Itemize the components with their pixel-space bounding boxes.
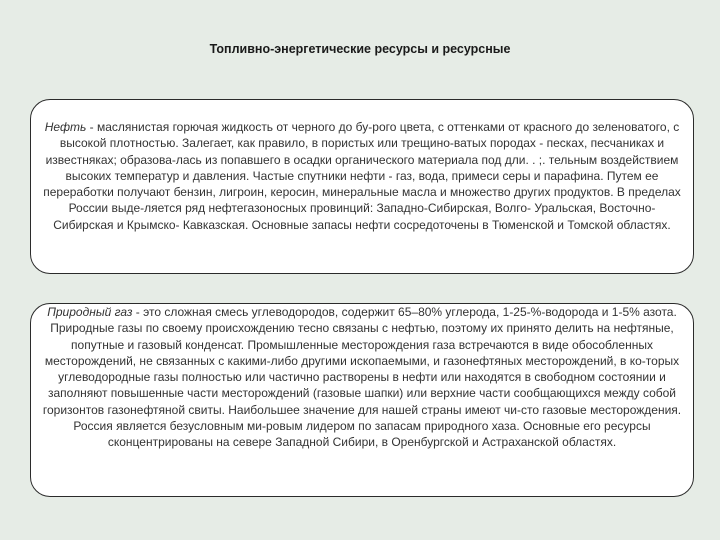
oil-text-panel — [30, 99, 694, 274]
gas-description: - это сложная смесь углеводородов, содержит 65–80% углерода, 1-25-%-водорода и 1-5% азота. Природные газы по своему происхождению тесно связаны с нефтью, поэтому их принято делить на нефтяные, попутные и газовый конденсат. Промышленные месторождения газа встречаются в виде обособленных месторождений, не связанных с какими-либо другими ископаемыми, и газонефтяных месторождений, в ко-торых углеводородные газы полностью или частично растворены в нефти или находятся в свободном состоянии и заполняют повышенные части месторождений (газовые шапки) или верхние части сообщающихся между собой горизонтов газонефтяной свиты. Наибольшее значение для нашей страны имеют чи-сто газовые месторождения. Россия является безусловным ми-ровым лидером по запасам природного хаза. Основные его ресурсы сконцентрированы на севере Западной Сибири, в Оренбургской и Астраханской областях. — [42, 305, 682, 450]
oil-term: Нефть — [44, 120, 87, 134]
gas-term: Природный газ — [47, 305, 133, 319]
gas-text-panel — [30, 303, 694, 497]
oil-description: - маслянистая горючая жидкость от черного до бу-рого цвета, с оттенками от красного до зеленоватого, с высокой плотностью. Залегает, как правило, в пористых или трещино-ватых породах - песках, песчаниках и известняках; образова-лась из попавшего в осадки органического материала под дли. . ;. тельным воздействием высоких температур и давления. Частые спутники нефти - газ, вода, примеси серы и парафина. Путем ее переработки получают бензин, лигроин, керосин, минеральные масла и множество других продуктов. В пределах России выде-ляется ряд нефтегазоносных провинций: Западно-Сибирская, Волго- Уральская, Восточно-Сибирская и Крымско- Кавказская. Основные запасы нефти сосредоточены в Тюменской и Томской областях. — [43, 120, 681, 232]
slide-title: Топливно-энергетические ресурсы и ресурсные — [209, 42, 511, 56]
